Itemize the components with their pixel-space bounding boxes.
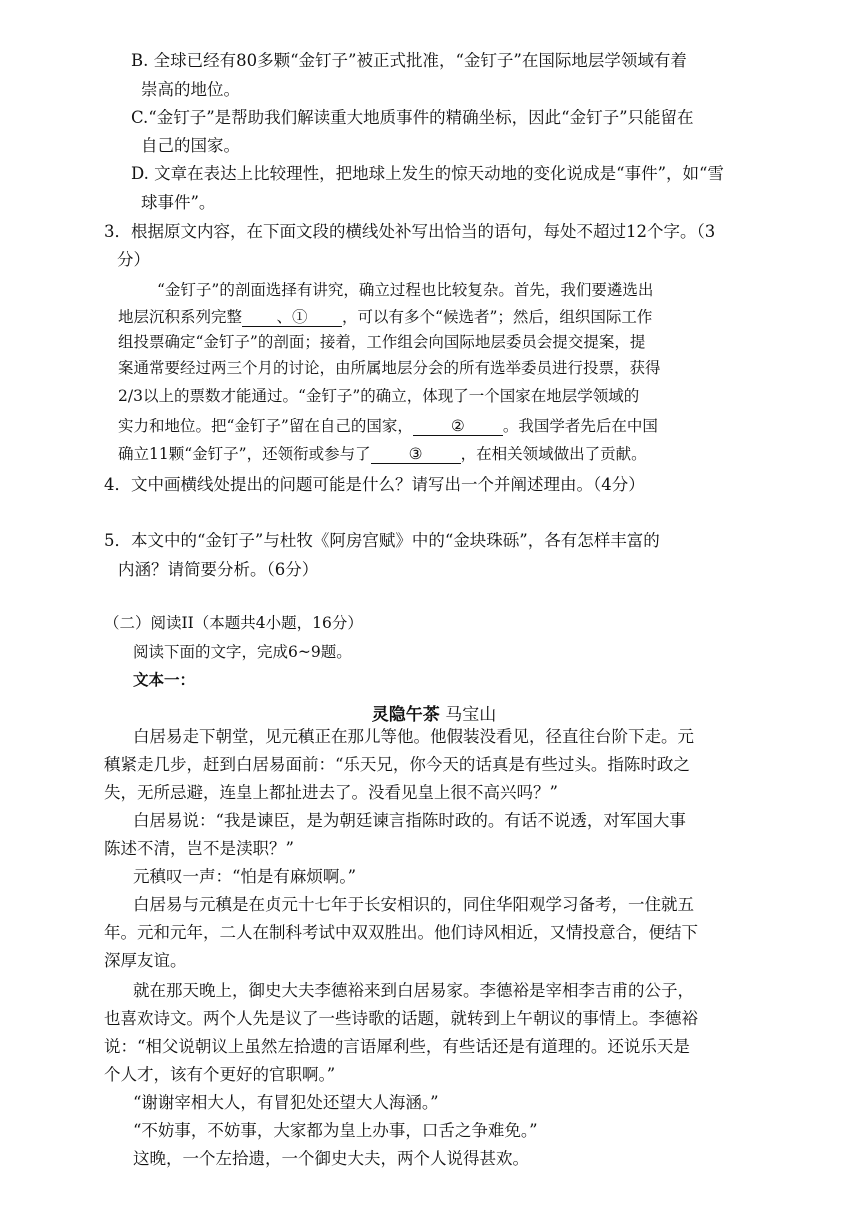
- story-line-2: 稹紧走几步，赶到白居易面前：“乐天兄，你今天的话真是有些过头。指陈时政之: [104, 755, 690, 774]
- option-c-line1: C.“金钉子”是帮助我们解读重大地质事件的精确坐标，因此“金钉子”只能留在: [131, 108, 694, 127]
- story-line-14: “谢谢宰相大人，有冒犯处还望大人海涵。”: [133, 1093, 439, 1112]
- option-b-line2: 崇高的地位。: [141, 80, 240, 99]
- question-5-line2: 内涵？请简要分析。（6分）: [118, 560, 319, 579]
- blank-3: ③: [371, 446, 461, 464]
- text-one-label: 文本一：: [133, 670, 196, 689]
- q3-passage-line1: “金钉子”的剖面选择有讲究，确立过程也比较复杂。首先，我们要遴选出: [157, 281, 654, 299]
- story-line-12: 说：“相父说朝议上虽然左拾遗的言语犀利些，有些话还是有道理的。还说乐天是: [104, 1037, 690, 1056]
- q3-passage-line7-post: ，在相关领域做出了贡献。: [460, 445, 647, 463]
- section-2-instruction: 阅读下面的文字，完成6~9题。: [133, 643, 352, 661]
- story-line-6: 元稹叹一声：“怕是有麻烦啊。”: [133, 867, 357, 886]
- blank-2: ②: [413, 418, 503, 436]
- option-c-line2: 自己的国家。: [141, 136, 240, 155]
- story-line-7: 白居易与元稹是在贞元十七年于长安相识的，同住华阳观学习备考，一住就五: [133, 895, 694, 914]
- story-line-8: 年。元和元年，二人在制科考试中双双胜出。他们诗风相近，又情投意合，便结下: [104, 923, 698, 942]
- story-line-16: 这晚，一个左拾遗，一个御史大夫，两个人说得甚欢。: [133, 1149, 529, 1168]
- q3-passage-line3: 组投票确定“金钉子”的剖面；接着，工作组会向国际地层委员会提交提案，提: [118, 333, 646, 351]
- q3-passage-line4: 案通常要经过两三个月的讨论，由所属地层分会的所有选举委员进行投票，获得: [118, 359, 661, 377]
- q3-passage-line5: 2/3以上的票数才能通过。“金钉子”的确立，体现了一个国家在地层学领域的: [118, 387, 640, 405]
- section-2-heading: （二）阅读II（本题共4小题，16分）: [104, 614, 363, 632]
- story-line-11: 也喜欢诗文。两个人先是议了一些诗歌的话题，就转到上午朝议的事情上。李德裕: [104, 1009, 698, 1028]
- q3-passage-line6-pre: 实力和地位。把“金钉子”留在自己的国家，: [118, 417, 413, 435]
- q3-passage-line2: [118, 309, 652, 327]
- blank-1: 、①: [242, 309, 342, 327]
- q3-passage-line7-pre: 确立11颗“金钉子”，还领衔或参与了: [118, 445, 371, 463]
- option-b-line1: B. 全球已经有80多颗“金钉子”被正式批准，“金钉子”在国际地层学领域有着: [131, 51, 687, 70]
- q3-passage-line2-post: ，可以有多个“候选者”；然后，组织国际工作: [342, 308, 653, 326]
- q3-passage-line6-post: 。我国学者先后在中国: [502, 417, 658, 435]
- question-3-line2: 分）: [117, 250, 150, 269]
- story-author: 马宝山: [445, 705, 497, 725]
- story-line-10: 就在那天晚上，御史大夫李德裕来到白居易家。李德裕是宰相李吉甫的公子，: [133, 981, 694, 1000]
- question-5-line1: 5．本文中的“金钉子”与杜牧《阿房宫赋》中的“金块珠砾”，各有怎样丰富的: [104, 531, 660, 550]
- q3-passage-line6: [118, 418, 658, 436]
- option-d-line2: 球事件”。: [141, 193, 216, 212]
- q3-passage-line7: [118, 446, 647, 464]
- question-4: 4．文中画横线处提出的问题可能是什么？请写出一个并阐述理由。（4分）: [104, 475, 645, 494]
- story-line-13: 个人才，该有个更好的官职啊。”: [104, 1065, 336, 1084]
- story-line-1: 白居易走下朝堂，见元稹正在那儿等他。他假装没看见，径直往台阶下走。元: [133, 727, 694, 746]
- option-d-line1: D. 文章在表达上比较理性，把地球上发生的惊天动地的变化说成是“事件”，如“雪: [131, 164, 724, 183]
- story-line-9: 深厚友谊。: [104, 951, 187, 970]
- story-line-3: 失，无所忌避，连皇上都扯进去了。没看见皇上很不高兴吗？”: [104, 783, 558, 802]
- story-line-4: 白居易说：“我是谏臣，是为朝廷谏言指陈时政的。有话不说透，对军国大事: [133, 811, 686, 830]
- question-3-line1: 3．根据原文内容，在下面文段的横线处补写出恰当的语句，每处不超过12个字。（3: [104, 222, 716, 241]
- story-line-5: 陈述不清，岂不是渎职？”: [104, 839, 294, 858]
- story-title-line: [0, 700, 868, 725]
- q3-passage-line2-pre: 地层沉积系列完整: [118, 308, 243, 326]
- story-title: 灵隐午茶: [371, 705, 440, 725]
- story-line-15: “不妨事，不妨事，大家都为皇上办事，口舌之争难免。”: [133, 1121, 538, 1140]
